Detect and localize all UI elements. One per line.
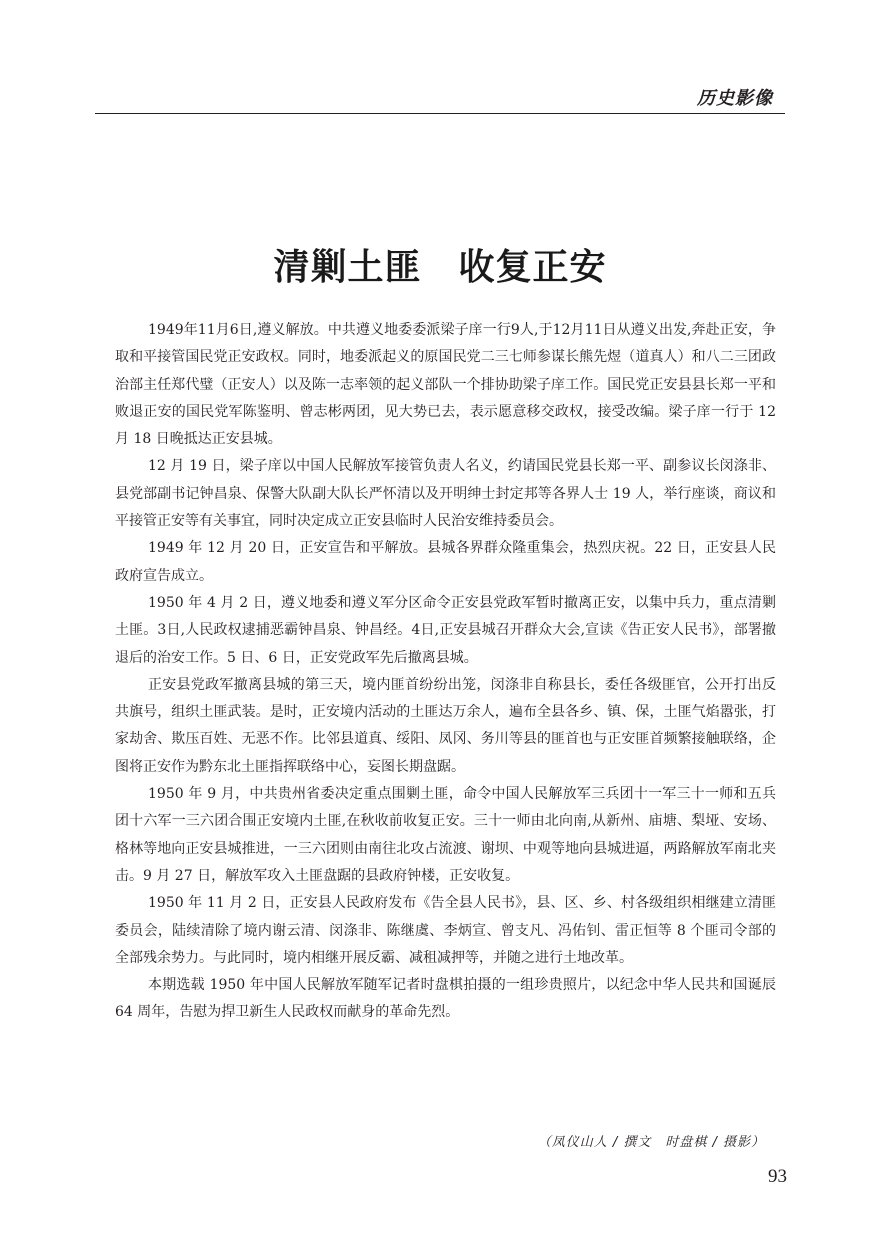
paragraph: 1950 年 11 月 2 日，正安县人民政府发布《告全县人民书》，县、区、乡、村各级组织相继建立清匪委员会，陆续清除了境内谢云清、闵涤非、陈继虞、李炳宣、曾支凡、冯佑钊、雷正恒等 8 个匪司令部的全部残余势力。与此同时，境内相继开展反霸、减租减押等，并随之进行土地改革。 bbox=[115, 895, 776, 966]
paragraph: 1949 年 12 月 20 日，正安宣告和平解放。县城各界群众隆重集会，热烈庆祝。22 日，正安县人民政府宣告成立。 bbox=[115, 540, 776, 584]
article-body bbox=[115, 317, 776, 1027]
article-title: 清剿土匪 收复正安 bbox=[273, 246, 607, 289]
paragraph: 12 月 19 日，梁子庠以中国人民解放军接管负责人名义，约请国民党县长郑一平、副参议长闵涤非、县党部副书记钟昌泉、保警大队副大队长严怀清以及开明绅士封定邦等各界人士 19 人，举行座谈，商议和平接管正安等有关事宜，同时决定成立正安县临时人民治安维持委员会。 bbox=[115, 458, 776, 530]
paragraph: 本期选载 1950 年中国人民解放军随军记者时盘棋拍摄的一组珍贵照片，以纪念中华人民共和国诞辰 64 周年，告慰为捍卫新生人民政权而献身的革命先烈。 bbox=[115, 977, 776, 1021]
header-rule bbox=[95, 113, 785, 114]
section-label: 历史影像 bbox=[697, 88, 773, 109]
paragraph: 正安县党政军撤离县城的第三天，境内匪首纷纷出笼，闵涤非自称县长，委任各级匪官，公开打出反共旗号，组织土匪武装。是时，正安境内活动的土匪达万余人，遍布全县各乡、镇、保，土匪气焰嚣张，打家劫舍、欺压百姓、无恶不作。比邻县道真、绥阳、凤冈、务川等县的匪首也与正安匪首频繁接触联络，企图将正安作为黔东北土匪指挥联络中心，妄图长期盘踞。 bbox=[115, 676, 776, 775]
author-photographer-credit: （凤仪山人 / 撰文 时盘棋 / 摄影） bbox=[537, 1135, 765, 1150]
paragraph: 1950 年 9 月，中共贵州省委决定重点围剿土匪，命令中国人民解放军三兵团十一军三十一师和五兵团十六军一三六团合围正安境内土匪,在秋收前收复正安。三十一师由北向南,从新州、庙塘、梨垭、安场、格林等地向正安县城推进，一三六团则由南往北攻占流渡、谢坝、中观等地向县城进逼，两路解放军南北夹击。9 月 27 日，解放军攻入土匪盘踞的县政府钟楼，正安收复。 bbox=[115, 786, 776, 884]
page-number: 93 bbox=[768, 1166, 787, 1187]
paragraph: 1949年11月6日,遵义解放。中共遵义地委委派梁子庠一行9人,于12月11日从遵义出发,奔赴正安，争取和平接管国民党正安政权。同时，地委派起义的原国民党二三七师参谋长熊先煜（道真人）和八二三团政治部主任郑代璧（正安人）以及陈一志率领的起义部队一个排协助梁子庠工作。国民党正安县县长郑一平和败退正安的国民党军陈鉴明、曾志彬两团，见大势已去，表示愿意移交政权，接受改编。梁子庠一行于 12 月 18 日晚抵达正安县城。 bbox=[115, 322, 776, 448]
paragraph: 1950 年 4 月 2 日，遵义地委和遵义军分区命令正安县党政军暂时撤离正安，以集中兵力，重点清剿土匪。3日,人民政权逮捕恶霸钟昌泉、钟昌经。4日,正安县城召开群众大会,宣读《告正安人民书》，部署撤退后的治安工作。5 日、6 日，正安党政军先后撤离县城。 bbox=[115, 594, 776, 666]
